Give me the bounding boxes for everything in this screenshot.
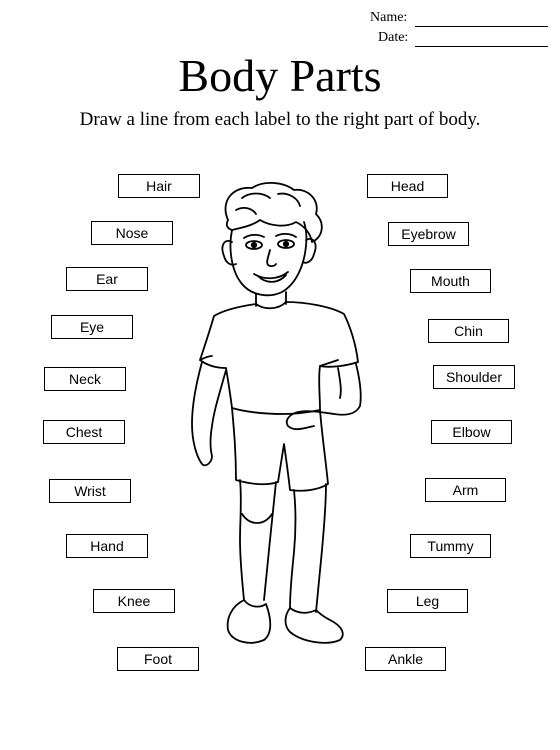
shirt-shape [200,302,358,414]
label-tummy: Tummy [410,534,491,558]
right-leg [290,484,326,612]
label-arm: Arm [425,478,506,502]
label-chin: Chin [428,319,509,343]
left-arm [192,362,226,465]
label-neck: Neck [44,367,126,391]
shorts-shape [232,408,328,491]
label-nose: Nose [91,221,173,245]
label-elbow: Elbow [431,420,512,444]
right-arm [287,364,361,429]
label-ear: Ear [66,267,148,291]
page-title: Body Parts [178,50,382,101]
date-line [415,46,548,47]
label-eye: Eye [51,315,133,339]
hair-shape [225,183,321,242]
right-shoe [286,608,343,643]
label-hand: Hand [66,534,148,558]
label-ankle: Ankle [365,647,446,671]
label-leg: Leg [387,589,468,613]
left-shoe [228,600,271,643]
boy-figure-icon [180,180,380,670]
label-eyebrow: Eyebrow [388,222,469,246]
name-label: Name: [370,10,408,25]
instruction-text: Draw a line from each label to the right part of body. [79,109,481,130]
label-shoulder: Shoulder [433,365,515,389]
date-label: Date: [378,30,409,45]
label-head: Head [367,174,448,198]
left-ear [222,241,236,265]
name-line [415,26,548,27]
label-hair: Hair [118,174,200,198]
label-knee: Knee [93,589,175,613]
left-leg [240,480,276,600]
label-mouth: Mouth [410,269,491,293]
label-chest: Chest [43,420,125,444]
label-foot: Foot [117,647,199,671]
label-wrist: Wrist [49,479,131,503]
